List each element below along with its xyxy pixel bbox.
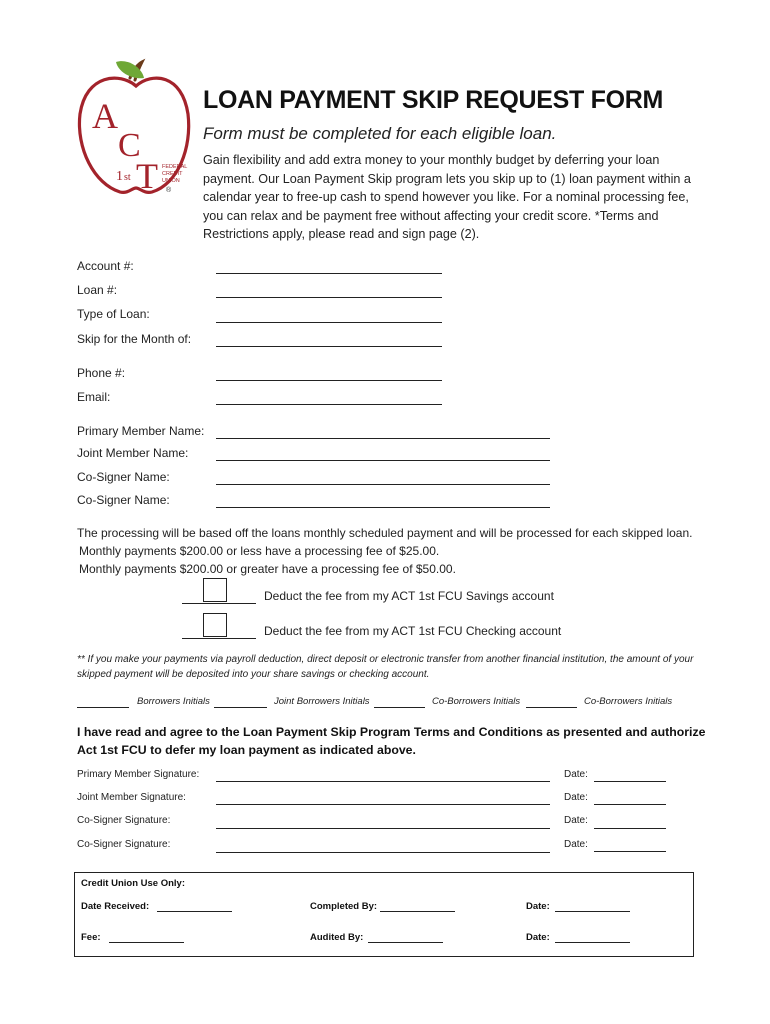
joint-member-label: Joint Member Name: bbox=[77, 446, 189, 460]
borrower-initials-label: Borrowers Initials bbox=[137, 696, 210, 707]
svg-text:st: st bbox=[124, 172, 131, 183]
cosigner-name-label-2: Co-Signer Name: bbox=[77, 493, 170, 507]
account-input-line[interactable] bbox=[216, 273, 442, 274]
primary-signature-line[interactable] bbox=[216, 781, 550, 782]
cu-date-label-2: Date: bbox=[526, 932, 550, 943]
date-received-label: Date Received: bbox=[81, 901, 150, 912]
completed-by-line[interactable] bbox=[380, 911, 455, 912]
date-received-line[interactable] bbox=[157, 911, 232, 912]
loan-input-line[interactable] bbox=[216, 297, 442, 298]
savings-checkbox[interactable] bbox=[203, 578, 227, 602]
cosigner-signature-label-2: Co-Signer Signature: bbox=[77, 839, 171, 850]
fee-label: Fee: bbox=[81, 932, 101, 943]
cu-date-label: Date: bbox=[526, 901, 550, 912]
act-1st-fcu-logo bbox=[72, 56, 200, 204]
co-borrower-initials-label-2: Co-Borrowers Initials bbox=[584, 696, 673, 707]
svg-text:UNION: UNION bbox=[162, 178, 180, 184]
primary-date-label: Date: bbox=[564, 769, 588, 780]
joint-date-line[interactable] bbox=[594, 804, 666, 805]
co-borrower-initials-line[interactable] bbox=[374, 707, 425, 708]
form-subtitle: Form must be completed for each eligible loan. bbox=[203, 124, 557, 143]
cosigner-name-input-line-2[interactable] bbox=[216, 507, 550, 508]
cosigner-name-input-line[interactable] bbox=[216, 484, 550, 485]
cu-date-line[interactable] bbox=[555, 911, 630, 912]
loan-type-label: Type of Loan: bbox=[77, 307, 150, 321]
payroll-note: ** If you make your payments via payroll deduction, direct deposit or electronic transfer from another financial institution, the amount of your skipped payment will be deposited into your share savings or checking account. bbox=[77, 654, 694, 680]
intro-paragraph: Gain flexibility and add extra money to your monthly budget by deferring your loan payment. Our Loan Payment Skip program lets you skip up to (1) loan payment within a calendar year to free-up cash to spend however you like. For a nominal processing fee, you can relax and be payment free without affecting your credit score. *Terms and Restrictions apply, please read and sign page (2). bbox=[203, 153, 691, 242]
svg-text:T: T bbox=[136, 156, 158, 196]
primary-signature-label: Primary Member Signature: bbox=[77, 769, 200, 780]
savings-initials-line[interactable] bbox=[182, 603, 256, 604]
primary-member-label: Primary Member Name: bbox=[77, 424, 205, 438]
cosigner-signature-line-2[interactable] bbox=[216, 852, 550, 853]
email-label: Email: bbox=[77, 390, 111, 404]
primary-member-input-line[interactable] bbox=[216, 438, 550, 439]
cosigner-date-line[interactable] bbox=[594, 828, 666, 829]
email-input-line[interactable] bbox=[216, 404, 442, 405]
svg-text:CREDIT: CREDIT bbox=[162, 171, 183, 177]
phone-input-line[interactable] bbox=[216, 380, 442, 381]
cosigner-date-label-2: Date: bbox=[564, 839, 588, 850]
primary-date-line[interactable] bbox=[594, 781, 666, 782]
phone-label: Phone #: bbox=[77, 366, 126, 380]
processing-note: The processing will be based off the loans monthly scheduled payment and will be processed for each skipped loan. bbox=[77, 526, 693, 540]
co-borrower-initials-label: Co-Borrowers Initials bbox=[432, 696, 521, 707]
checking-option-label: Deduct the fee from my ACT 1st FCU Checking account bbox=[264, 624, 562, 638]
joint-initials-line[interactable] bbox=[214, 707, 267, 708]
cu-use-heading: Credit Union Use Only: bbox=[81, 878, 185, 889]
fee-line[interactable] bbox=[109, 942, 184, 943]
savings-option-label: Deduct the fee from my ACT 1st FCU Savings account bbox=[264, 589, 554, 603]
account-label: Account #: bbox=[77, 259, 134, 273]
borrower-initials-line[interactable] bbox=[77, 707, 129, 708]
cosigner-signature-label: Co-Signer Signature: bbox=[77, 815, 171, 826]
cu-date-line-2[interactable] bbox=[555, 942, 630, 943]
agreement-statement: I have read and agree to the Loan Payment Skip Program Terms and Conditions as presented and authorize Act 1st FCU to defer my loan payment as indicated above. bbox=[77, 725, 706, 757]
loan-type-input-line[interactable] bbox=[216, 322, 442, 323]
fee-tier-low: Monthly payments $200.00 or less have a processing fee of $25.00. bbox=[79, 544, 440, 558]
skip-month-label: Skip for the Month of: bbox=[77, 332, 192, 346]
svg-text:C: C bbox=[118, 127, 141, 164]
svg-text:®: ® bbox=[166, 187, 172, 194]
co-borrower-initials-line-2[interactable] bbox=[526, 707, 577, 708]
svg-text:A: A bbox=[92, 96, 118, 136]
form-title: LOAN PAYMENT SKIP REQUEST FORM bbox=[203, 86, 664, 114]
joint-signature-line[interactable] bbox=[216, 804, 550, 805]
checking-initials-line[interactable] bbox=[182, 638, 256, 639]
joint-initials-label: Joint Borrowers Initials bbox=[274, 696, 370, 707]
cosigner-date-label: Date: bbox=[564, 815, 588, 826]
completed-by-label: Completed By: bbox=[310, 901, 378, 912]
audited-by-label: Audited By: bbox=[310, 932, 364, 943]
joint-member-input-line[interactable] bbox=[216, 460, 550, 461]
joint-signature-label: Joint Member Signature: bbox=[77, 792, 186, 803]
svg-text:FEDERAL: FEDERAL bbox=[162, 164, 188, 170]
joint-date-label: Date: bbox=[564, 792, 588, 803]
skip-month-input-line[interactable] bbox=[216, 346, 442, 347]
checking-checkbox[interactable] bbox=[203, 613, 227, 637]
cosigner-signature-line[interactable] bbox=[216, 828, 550, 829]
svg-text:1: 1 bbox=[116, 169, 123, 184]
cosigner-date-line-2[interactable] bbox=[594, 851, 666, 852]
fee-tier-high: Monthly payments $200.00 or greater have a processing fee of $50.00. bbox=[79, 562, 456, 576]
cosigner-name-label: Co-Signer Name: bbox=[77, 470, 170, 484]
audited-by-line[interactable] bbox=[368, 942, 443, 943]
loan-label: Loan #: bbox=[77, 283, 118, 297]
